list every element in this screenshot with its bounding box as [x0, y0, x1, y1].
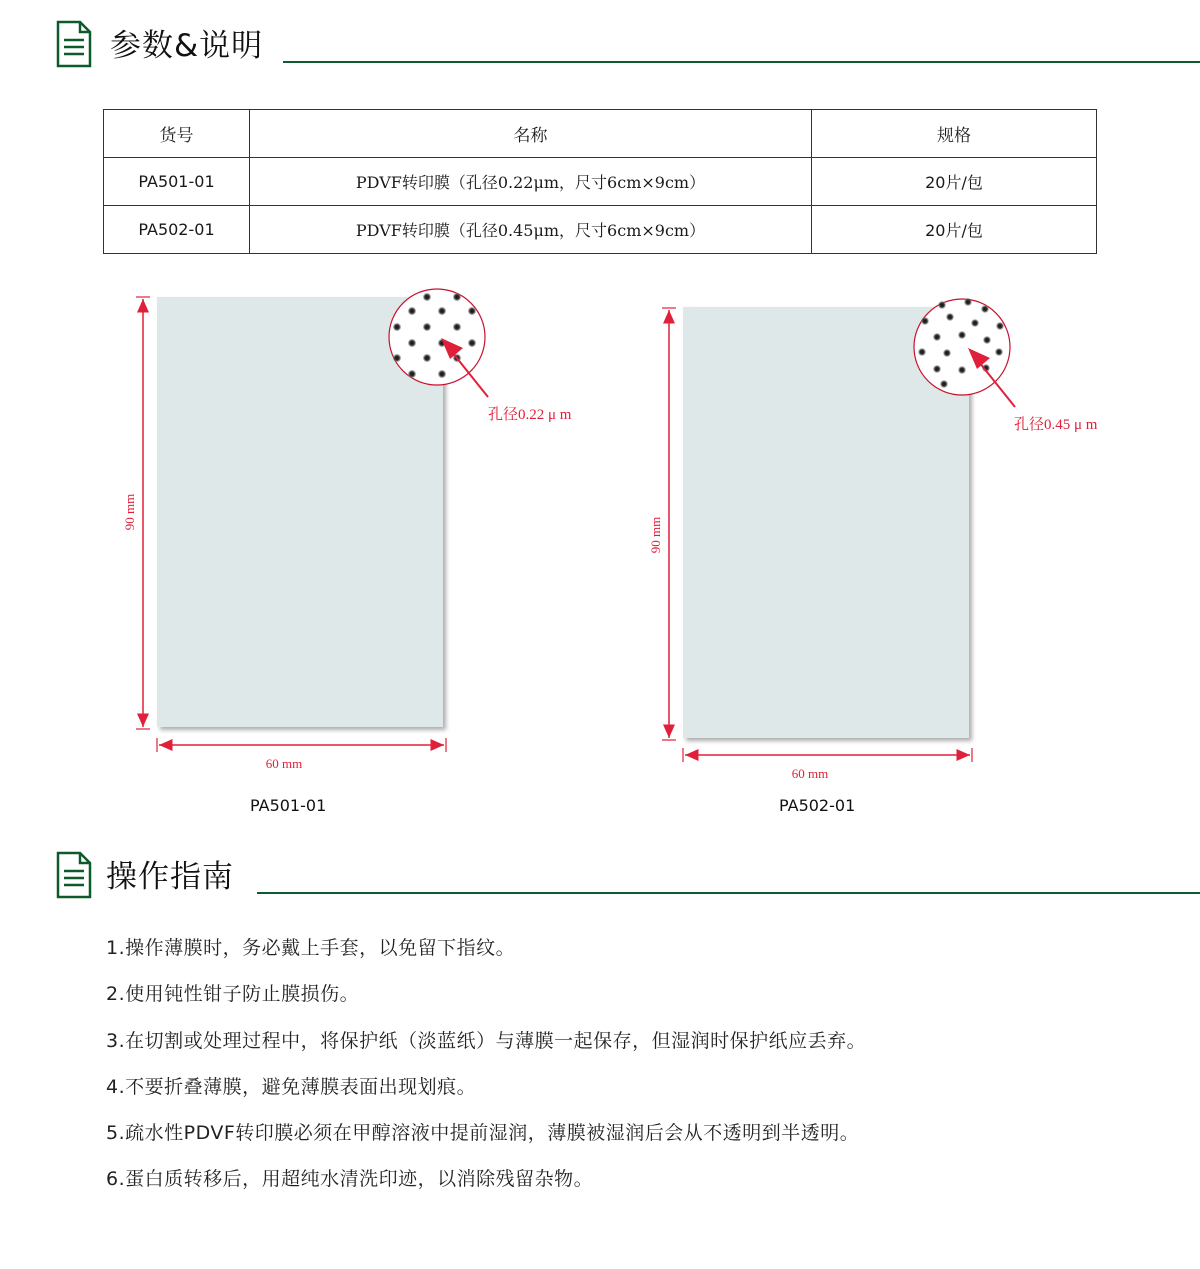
figure-caption: PA502-01 — [779, 796, 856, 815]
membrane-figures — [0, 280, 1200, 800]
table-header-row — [104, 110, 1097, 158]
pore-label: 孔径0.45 μ m — [1014, 417, 1098, 433]
list-item: 6.蛋白质转移后，用超纯水清洗印迹，以消除残留杂物。 — [106, 1168, 594, 1191]
section-rule — [283, 61, 1200, 63]
header-code: 货号 — [104, 110, 250, 158]
figure-caption: PA501-01 — [250, 796, 327, 815]
list-item: 5.疏水性PDVF转印膜必须在甲醇溶液中提前湿润，薄膜被湿润后会从不透明到半透明。 — [106, 1122, 860, 1145]
section-header-params — [0, 20, 1200, 80]
list-item: 3.在切割或处理过程中，将保护纸（淡蓝纸）与薄膜一起保存，但湿润时保护纸应丢弃。 — [106, 1029, 867, 1052]
document-icon — [56, 20, 92, 68]
list-item: 4.不要折叠薄膜，避免薄膜表面出现划痕。 — [106, 1075, 477, 1098]
pore-label: 孔径0.22 μ m — [488, 407, 572, 423]
header-name: 名称 — [250, 110, 812, 158]
cell-spec: 20片/包 — [812, 158, 1097, 206]
header-spec: 规格 — [812, 110, 1097, 158]
width-label: 60 mm — [791, 766, 829, 781]
width-label: 60 mm — [265, 756, 303, 771]
table-row — [104, 206, 1097, 254]
height-label: 90 mm — [648, 516, 663, 554]
figure-pa501 — [122, 289, 572, 771]
guide-list — [106, 925, 866, 1203]
pore-magnifier — [914, 298, 1010, 395]
figure-pa502 — [648, 298, 1098, 781]
document-icon — [56, 851, 92, 899]
section-rule — [257, 892, 1200, 894]
table-row — [104, 158, 1097, 206]
section-title: 操作指南 — [106, 859, 234, 895]
cell-spec: 20片/包 — [812, 206, 1097, 254]
cell-name: PDVF转印膜（孔径0.22μm，尺寸6cm×9cm） — [250, 158, 812, 206]
cell-name: PDVF转印膜（孔径0.45μm，尺寸6cm×9cm） — [250, 206, 812, 254]
section-header-guide — [0, 851, 1200, 911]
height-label: 90 mm — [122, 493, 137, 531]
section-title: 参数&说明 — [110, 28, 264, 64]
spec-table — [103, 109, 1097, 254]
list-item: 2.使用钝性钳子防止膜损伤。 — [106, 983, 360, 1006]
pore-magnifier — [389, 289, 485, 385]
cell-code: PA502-01 — [104, 206, 250, 254]
list-item: 1.操作薄膜时，务必戴上手套，以免留下指纹。 — [106, 937, 516, 959]
cell-code: PA501-01 — [104, 158, 250, 206]
